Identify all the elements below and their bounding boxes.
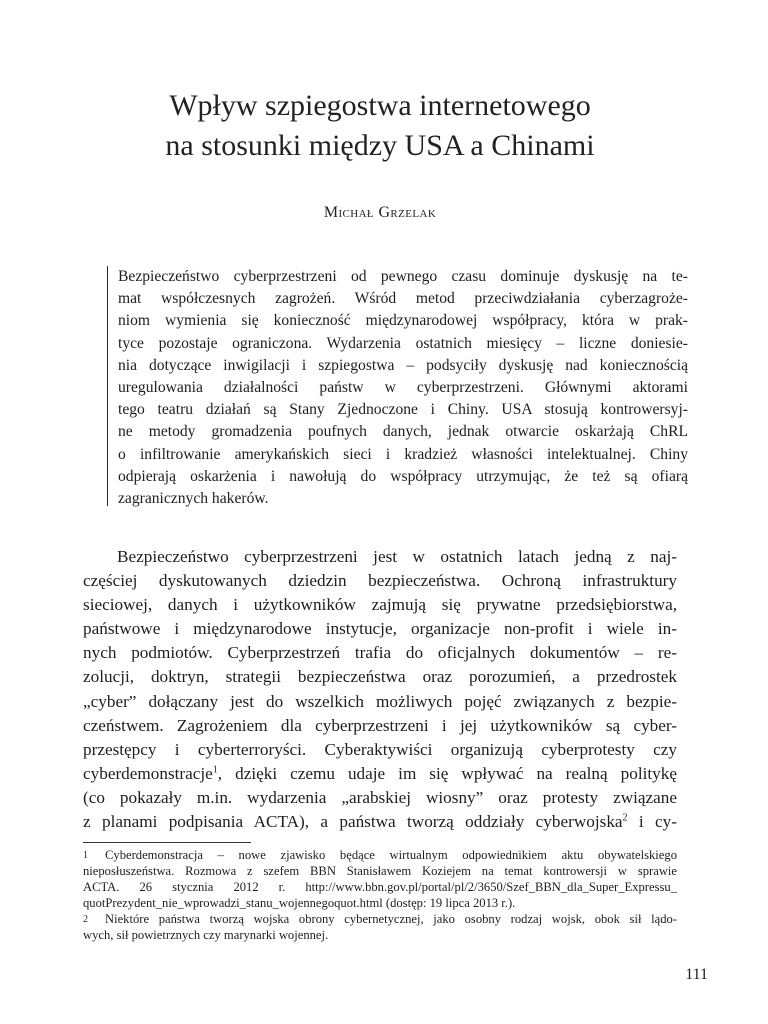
abstract [107,266,688,506]
body-line [83,762,677,786]
body-paragraph [83,545,677,834]
body-text-segment: z planami podpisania ACTA), a państwa tworzą oddziały cyberwojska [83,812,623,832]
body-line: (co pokazały m.in. wydarzenia „arabskiej wiosny” oraz protesty związane [83,787,677,807]
page-number: 111 [685,966,708,983]
abstract-line: tego teatru działań są Stany Zjednoczone i Chiny. USA stosują kontrowersyj- [118,401,688,419]
footnote-ref-2[interactable]: 2 [622,812,628,824]
footnote-ref-1[interactable]: 1 [212,764,218,776]
body-line: zolucji, doktryn, strategii bezpieczeństwa oraz porozumień, a przedrostek [83,667,677,687]
abstract-line: o infiltrowanie amerykańskich sieci i kradzież własności intelektualnej. Chiny [118,445,688,463]
body-line: Bezpieczeństwo cyberprzestrzeni jest w ostatnich latach jedną z naj- [117,547,677,566]
abstract-line: nia dotyczące inwigilacji i szpiegostwa – podsyciły dyskusję nad koniecznością [118,356,688,374]
footnote-line [83,848,677,864]
title-line-2: na stosunki między USA a Chinami [165,129,595,162]
body-line: przestępcy i cyberterroryści. Cyberaktywiści organizują cyberprotesty czy [83,739,677,759]
body-line: sieciowej, danych i użytkowników zajmują się prywatne przedsiębiorstwa, [83,595,677,615]
footnote-line: ACTA. 26 stycznia 2012 r. http://www.bbn.gov.pl/portal/pl/2/3650/Szef_BBN_dla_Super_Expressu_ [83,879,677,894]
body-text-segment: , dzięki czemu udaje im się wpływać na realną politykę [217,763,677,783]
footnote-number: 2 [83,913,88,925]
article-title [60,86,700,166]
abstract-line: tyce pozostaje ograniczona. Wydarzenia ostatnich miesięcy – liczne doniesie- [118,334,688,352]
abstract-line: uregulowania działalności państw w cyberprzestrzeni. Głównymi aktorami [118,379,688,397]
title-line-1: Wpływ szpiegostwa internetowego [169,89,591,122]
body-text-segment: cyberdemonstracje [83,763,213,783]
footnotes [83,848,677,943]
body-line: czeństwem. Zagrożeniem dla cyberprzestrzeni i jej użytkowników są cyber- [83,715,677,735]
footnote-number: 1 [83,850,88,861]
footnote-line: quotPrezydent_nie_wprowadzi_stanu_wojennegoquot.html (dostęp: 19 lipca 2013 r.). [83,895,516,910]
abstract-line: zagranicznych hakerów. [118,490,269,508]
footnote-text: Niektóre państwa tworzą wojska obrony cybernetycznej, jako osobny rodzaj wojsk, obok sił lądo- [105,911,677,926]
abstract-line: niom wymienia się konieczność międzynarodowej współpracy, która w prak- [118,312,688,330]
footnote-divider [83,842,251,843]
body-line [83,810,677,834]
abstract-line: odpierają oskarżenia i nawołują do współpracy utrzymując, że też są ofiarą [118,467,688,485]
body-line: nych podmiotów. Cyberprzestrzeń trafia do oficjalnych dokumentów – re- [83,643,677,663]
body-line: częściej dyskutowanych dziedzin bezpieczeństwa. Ochroną infrastruktury [83,571,677,591]
body-line: państwowe i międzynarodowe instytucje, organizacje non-profit i wiele in- [83,619,677,639]
footnote-line: nieposłuszeństwa. Rozmowa z szefem BBN Stanisławem Koziejem na temat kontrowersji w sprawie [83,863,677,878]
footnote-text: Cyberdemonstracja – nowe zjawisko będące wirtualnym odpowiednikiem aktu obywatelskiego [105,848,677,862]
abstract-line: Bezpieczeństwo cyberprzestrzeni od pewnego czasu dominuje dyskusję na te- [118,268,688,285]
abstract-line: mat współczesnych zagrożeń. Wśród metod przeciwdziałania cyberzagroże- [118,290,688,308]
footnote-line [83,912,677,928]
abstract-line: ne metody gromadzenia poufnych danych, jednak otwarcie oskarżają ChRL [118,423,688,441]
footnote-line: wych, sił powietrznych czy marynarki wojennej. [83,927,329,942]
author-name: Michał Grzelak [323,204,437,221]
body-text-segment: i cy- [627,812,677,832]
body-line: „cyber” dołączany jest do wszelkich możliwych pojęć związanych z bezpie- [83,691,677,711]
